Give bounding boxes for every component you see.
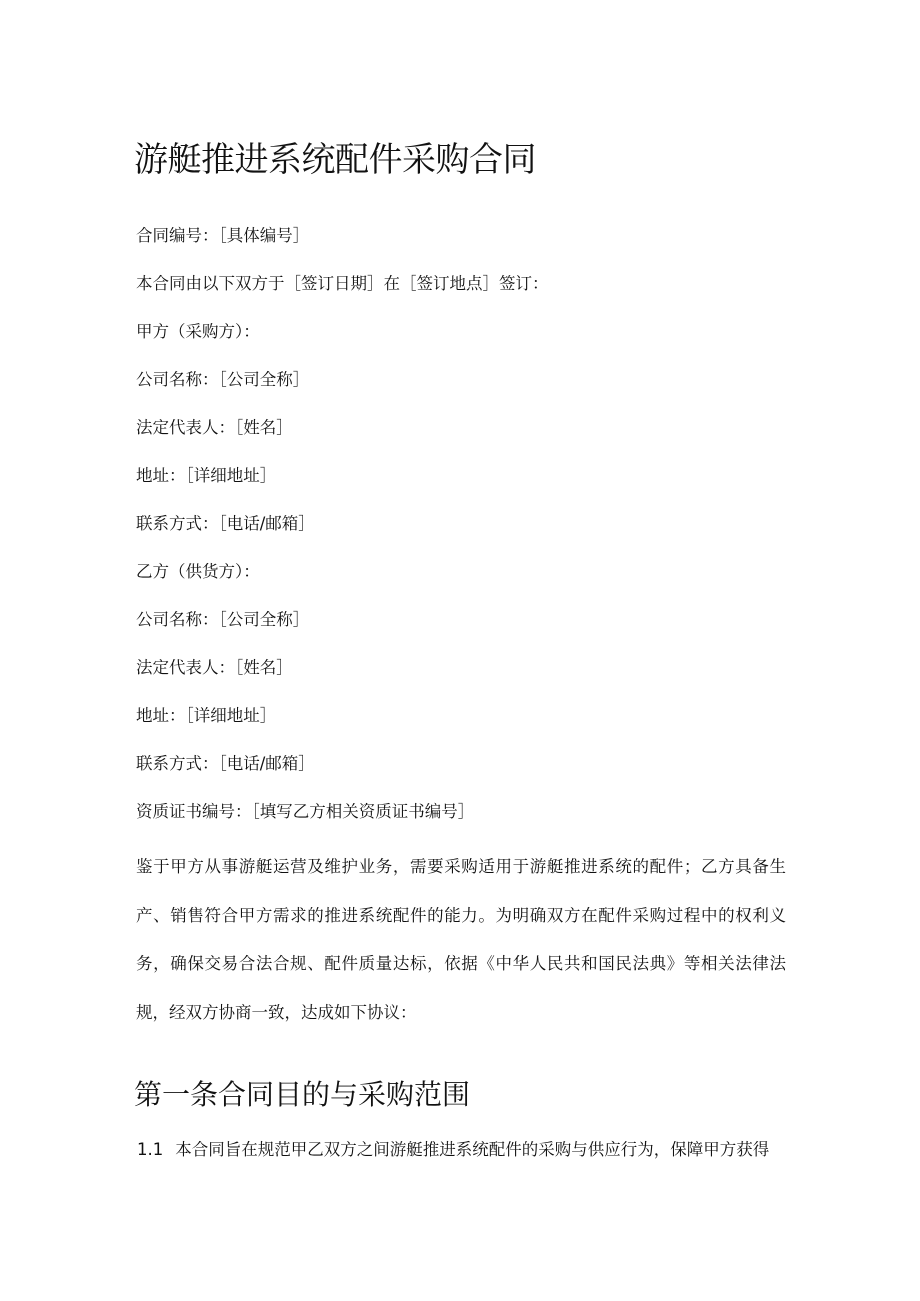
document-title: 游艇推进系统配件采购合同 bbox=[134, 140, 536, 180]
clause-1-1-number: 1.1 bbox=[137, 1140, 164, 1159]
signing-statement: 本合同由以下双方于［签订日期］在［签订地点］签订： bbox=[136, 274, 549, 293]
party-a-heading: 甲方（采购方）： bbox=[136, 322, 260, 341]
party-a-company: 公司名称：［公司全称］ bbox=[136, 370, 310, 389]
party-a-contact: 联系方式：［电话/邮箱］ bbox=[136, 514, 315, 533]
clause-1-1-text: 本合同旨在规范甲乙双方之间游艇推进系统配件的采购与供应行为，保障甲方获得 bbox=[175, 1140, 770, 1159]
party-b-heading: 乙方（供货方）： bbox=[136, 562, 260, 581]
party-a-representative: 法定代表人：［姓名］ bbox=[136, 418, 293, 437]
section-1-heading: 第一条合同目的与采购范围 bbox=[134, 1078, 471, 1111]
party-b-certificate: 资质证书编号：［填写乙方相关资质证书编号］ bbox=[136, 802, 475, 821]
clause-1-1 bbox=[137, 1138, 787, 1162]
party-b-representative: 法定代表人：［姓名］ bbox=[136, 658, 293, 677]
party-a-address: 地址：［详细地址］ bbox=[136, 466, 277, 485]
party-b-address: 地址：［详细地址］ bbox=[136, 706, 277, 725]
contract-number: 合同编号：［具体编号］ bbox=[136, 226, 310, 245]
preamble-paragraph: 鉴于甲方从事游艇运营及维护业务，需要采购适用于游艇推进系统的配件；乙方具备生产、销售符合甲方需求的推进系统配件的能力。为明确双方在配件采购过程中的权利义务，确保交易合法合规、配件质量达标，依据《中华人民共和国民法典》等相关法律法规，经双方协商一致，达成如下协议： bbox=[136, 857, 786, 1022]
party-b-contact: 联系方式：［电话/邮箱］ bbox=[136, 754, 315, 773]
party-b-company: 公司名称：［公司全称］ bbox=[136, 610, 310, 629]
